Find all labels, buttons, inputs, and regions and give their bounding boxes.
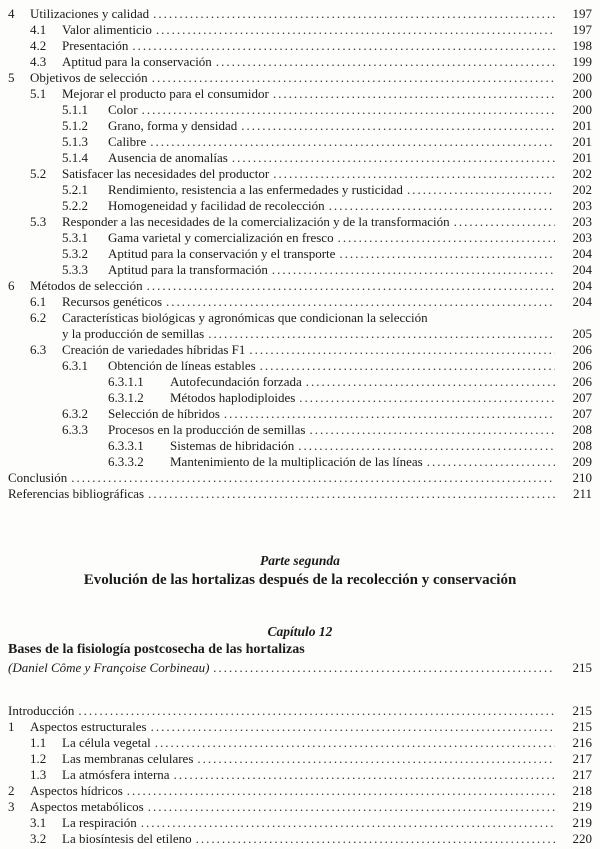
toc-entry-number: 5.1.2 [62,118,88,133]
toc-entry-page: 215 [572,719,592,734]
toc-leader-dots [153,6,555,22]
toc-entry-page: 206 [572,342,592,357]
toc-entry-page: 211 [572,486,592,501]
toc-entry-number: 6.3.3 [62,422,88,437]
toc-entry-number: 2 [8,783,15,798]
toc-entry-number: 5.3.2 [62,246,88,261]
toc-entry-title: Características biológicas y agronómicas que condicionan la selección [62,310,428,325]
toc-leader-dots [127,783,555,799]
toc-entry [8,166,592,182]
toc-entry [8,86,592,102]
toc-entry-title: Presentación [62,38,129,53]
toc-entry-number: 5.1.3 [62,134,88,149]
toc-entry-number: 5.2.2 [62,198,88,213]
toc-entry-title: Ausencia de anomalías [108,150,228,165]
toc-entry-number: 1.1 [30,735,47,750]
toc-entry-title: Responder a las necesidades de la comercialización y de la transformación [62,214,450,229]
toc-entry [8,134,592,150]
toc-entry-number: 4.2 [30,38,47,53]
toc-section-chapter12 [8,703,592,847]
toc-entry-page: 217 [572,767,592,782]
toc-entry-page: 218 [572,783,592,798]
toc-entry-title: Las membranas celulares [62,751,194,766]
chapter-page-number: 215 [572,660,592,675]
toc-entry-title: Recursos genéticos [62,294,163,309]
toc-entry-title: Conclusión [8,470,68,485]
toc-leader-dots [156,22,555,38]
toc-leader-dots [132,38,555,54]
toc-entry-page: 197 [572,22,592,37]
toc-leader-dots [147,278,555,294]
toc-entry-page: 200 [572,102,592,117]
toc-leader-dots [196,831,555,847]
toc-entry-page: 200 [572,70,592,85]
toc-entry-title: Satisfacer las necesidades del productor [62,166,270,181]
toc-leader-dots [329,198,555,214]
toc-leader-dots [150,134,555,150]
toc-entry [8,102,592,118]
toc-entry-page: 207 [572,406,592,421]
toc-entry-number: 4.1 [30,22,47,37]
toc-leader-dots [272,262,555,278]
toc-entry-title: Referencias bibliográficas [8,486,145,501]
toc-leader-dots [216,54,555,70]
toc-leader-dots [224,406,555,422]
toc-entry [8,406,592,422]
toc-entry-number: 5.2.1 [62,182,88,197]
toc-leader-dots [298,438,555,454]
toc-entry-page: 210 [572,470,592,485]
toc-entry [8,326,592,342]
toc-entry-page: 206 [572,374,592,389]
toc-entry-number: 6.2 [30,310,47,325]
toc-entry-title: Mantenimiento de la multiplicación de las líneas [170,454,423,469]
toc-entry-number: 6.3.1.2 [108,390,144,405]
toc-leader-dots [299,390,555,406]
toc-entry-title: Sistemas de hibridación [170,438,295,453]
toc-entry-page: 202 [572,166,592,181]
toc-entry [8,262,592,278]
toc-entry-title: La célula vegetal [62,735,151,750]
toc-leader-dots [148,486,555,502]
chapter-authors: (Daniel Côme y Françoise Corbineau) [8,660,210,675]
toc-entry-page: 203 [572,214,592,229]
toc-entry [8,719,592,735]
toc-entry-page: 197 [572,6,592,21]
toc-entry-page: 216 [572,735,592,750]
toc-entry-page: 203 [572,198,592,213]
toc-entry-title: Métodos de selección [30,278,143,293]
toc-entry [8,783,592,799]
toc-entry-title: Aptitud para la transformación [108,262,268,277]
toc-entry-page: 201 [572,134,592,149]
toc-entry-number: 6.1 [30,294,47,309]
toc-leader-dots [71,470,555,486]
toc-entry-number: 5.2 [30,166,47,181]
toc-entry-number: 5.1 [30,86,47,101]
toc-leader-dots [213,659,555,676]
toc-leader-dots [249,342,555,358]
toc-entry-page: 219 [572,799,592,814]
toc-leader-dots [339,246,555,262]
toc-entry [8,342,592,358]
toc-leader-dots [427,454,555,470]
toc-entry [8,230,592,246]
toc-entry-title: Selección de híbridos [108,406,220,421]
toc-leader-dots [152,70,555,86]
toc-entry-page: 208 [572,422,592,437]
toc-entry-title: y la producción de semillas [62,326,205,341]
part-title: Evolución de las hortalizas después de la recolección y conservación [83,572,517,588]
toc-leader-dots [273,86,555,102]
toc-entry-page: 206 [572,358,592,373]
toc-entry-title: Rendimiento, resistencia a las enfermedades y rusticidad [108,182,403,197]
toc-entry-title: Gama varietal y comercialización en fresco [108,230,334,245]
toc-entry-number: 6.3.3.1 [108,438,144,453]
toc-entry-page: 201 [572,118,592,133]
toc-entry-title: Obtención de líneas estables [108,358,256,373]
toc-leader-dots [309,422,555,438]
toc-entry-title: Creación de variedades híbridas F1 [62,342,246,357]
toc-entry-page: 199 [572,54,592,69]
toc-entry-number: 6.3.2 [62,406,88,421]
toc-leader-dots [407,182,555,198]
toc-entry-page: 198 [572,38,592,53]
toc-entry-number: 5.3.1 [62,230,88,245]
toc-entry [8,735,592,751]
toc-entry-title: Aspectos estructurales [30,719,147,734]
toc-entry-title: Color [108,102,138,117]
toc-entry [8,831,592,847]
toc-entry [8,703,592,719]
toc-leader-dots [454,214,555,230]
toc-entry [8,214,592,230]
toc-entry-number: 3 [8,799,15,814]
toc-entry-page: 204 [572,294,592,309]
toc-entry-title: La biosíntesis del etileno [62,831,192,846]
toc-leader-dots [174,767,555,783]
toc-entry [8,438,592,454]
toc-entry-title: Procesos en la producción de semillas [108,422,306,437]
toc-entry [8,182,592,198]
chapter-kicker: Capítulo 12 [267,624,333,639]
toc-entry-page: 205 [572,326,592,341]
toc-entry [8,454,592,470]
toc-entry-number: 1 [8,719,15,734]
toc-entry-page: 215 [572,703,592,718]
toc-section-selection [8,6,592,502]
toc-entry-number: 1.2 [30,751,47,766]
toc-entry-number: 5 [8,70,15,85]
toc-entry [8,54,592,70]
toc-entry [8,278,592,294]
part-heading [8,552,592,590]
toc-entry [8,118,592,134]
toc-entry [8,374,592,390]
toc-entry [8,198,592,214]
toc-entry [8,150,592,166]
toc-leader-dots [241,118,555,134]
toc-entry-number: 6 [8,278,15,293]
toc-leader-dots [232,150,555,166]
toc-entry [8,767,592,783]
toc-entry [8,358,592,374]
toc-entry-page: 220 [572,831,592,846]
toc-entry-title: Aspectos metabólicos [30,799,144,814]
toc-entry [8,470,592,486]
toc-entry-number: 3.2 [30,831,47,846]
toc-entry-number: 3.1 [30,815,47,830]
toc-entry [8,390,592,406]
toc-entry-title: Aptitud para la conservación [62,54,212,69]
chapter-authors-row [8,659,592,676]
toc-entry-title: La respiración [62,815,137,830]
toc-leader-dots [78,703,555,719]
toc-entry-page: 200 [572,86,592,101]
toc-leader-dots [273,166,555,182]
chapter-title: Bases de la fisiología postcosecha de las hortalizas [8,642,305,657]
toc-entry [8,22,592,38]
toc-entry-page: 219 [572,815,592,830]
toc-entry-page: 202 [572,182,592,197]
toc-entry-number: 4.3 [30,54,47,69]
toc-leader-dots [148,799,555,815]
toc-leader-dots [141,815,555,831]
toc-entry-page: 217 [572,751,592,766]
toc-leader-dots [306,374,555,390]
toc-entry-number: 5.3.3 [62,262,88,277]
toc-entry [8,70,592,86]
toc-entry-number: 6.3.1 [62,358,88,373]
toc-leader-dots [166,294,555,310]
toc-leader-dots [142,102,555,118]
toc-entry-title: Métodos haplodiploides [170,390,296,405]
toc-entry-title: Objetivos de selección [30,70,148,85]
toc-entry-title: Grano, forma y densidad [108,118,238,133]
toc-entry [8,751,592,767]
toc-leader-dots [155,735,555,751]
toc-entry-title: Aspectos hídricos [30,783,123,798]
toc-entry-number: 4 [8,6,15,21]
toc-entry-number: 1.3 [30,767,47,782]
toc-entry-page: 204 [572,262,592,277]
toc-entry [8,38,592,54]
toc-entry [8,799,592,815]
chapter-heading [8,623,592,676]
toc-entry-title: Calibre [108,134,147,149]
toc-entry-number: 6.3.3.2 [108,454,144,469]
toc-entry-title: Valor alimenticio [62,22,152,37]
toc-entry-title: Homogeneidad y facilidad de recolección [108,198,325,213]
toc-entry-title: Autofecundación forzada [170,374,302,389]
toc-entry [8,6,592,22]
toc-entry [8,486,592,502]
toc-leader-dots [151,719,555,735]
toc-entry-title: Introducción [8,703,75,718]
toc-entry [8,310,592,326]
toc-entry-title: La atmósfera interna [62,767,170,782]
toc-entry-page: 201 [572,150,592,165]
toc-entry [8,294,592,310]
toc-entry-page: 203 [572,230,592,245]
toc-leader-dots [260,358,555,374]
toc-entry-page: 209 [572,454,592,469]
toc-entry-page: 204 [572,246,592,261]
toc-entry [8,815,592,831]
toc-leader-dots [338,230,555,246]
toc-entry-title: Mejorar el producto para el consumidor [62,86,269,101]
toc-entry-title: Utilizaciones y calidad [30,6,150,21]
toc-entry-number: 5.1.4 [62,150,88,165]
toc-entry-number: 6.3.1.1 [108,374,144,389]
toc-entry [8,422,592,438]
toc-entry [8,246,592,262]
toc-entry-number: 5.1.1 [62,102,88,117]
toc-entry-number: 6.3 [30,342,47,357]
toc-entry-number: 5.3 [30,214,47,229]
part-kicker: Parte segunda [260,553,340,568]
toc-entry-title: Aptitud para la conservación y el transporte [108,246,336,261]
toc-leader-dots [208,326,555,342]
toc-entry-page: 208 [572,438,592,453]
toc-leader-dots [197,751,555,767]
toc-entry-page: 207 [572,390,592,405]
toc-entry-page: 204 [572,278,592,293]
